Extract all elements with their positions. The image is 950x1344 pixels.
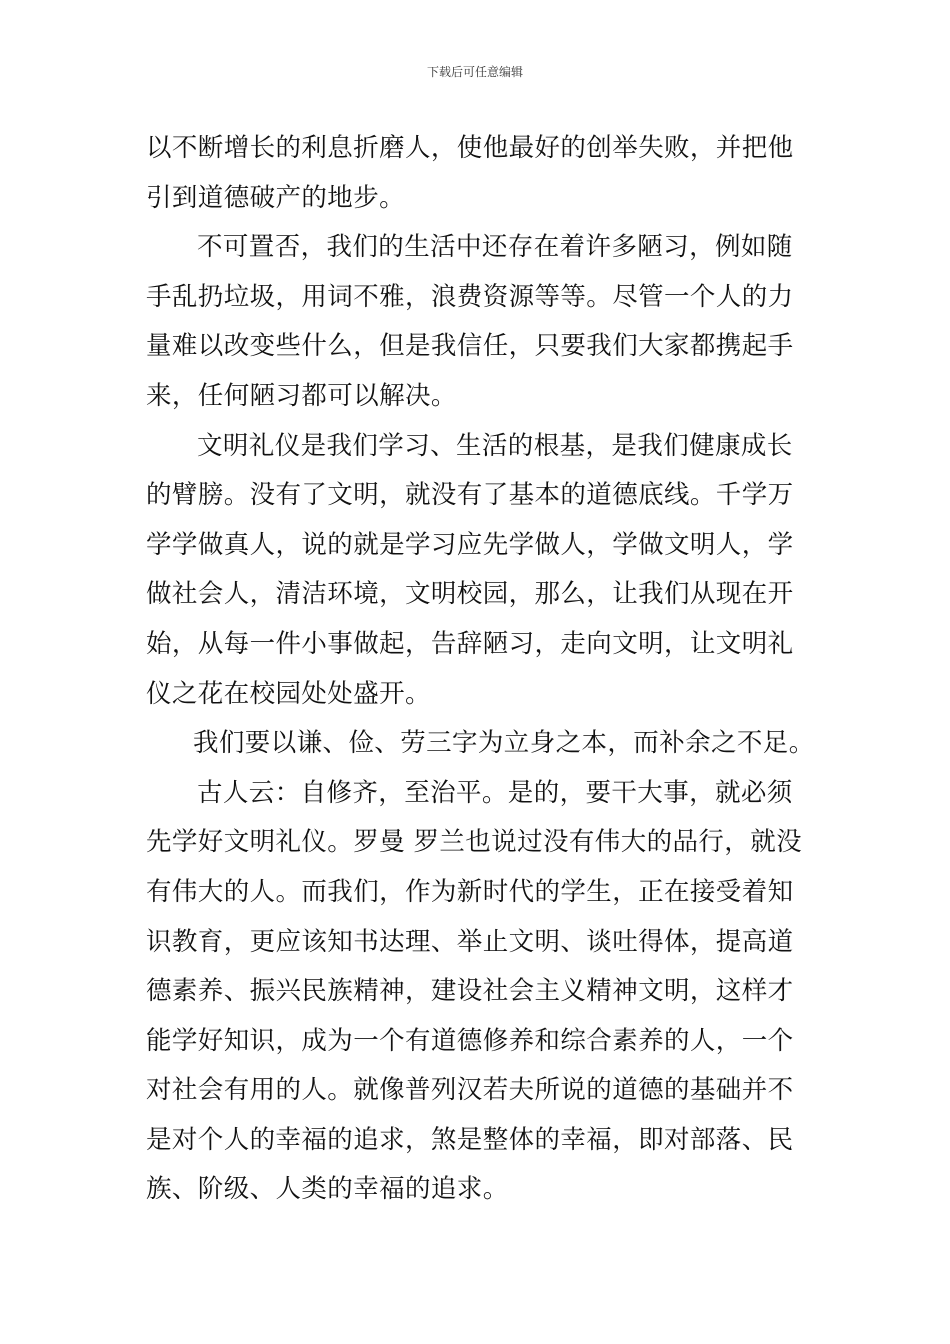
text-line: 始，从每一件小事做起，告辞陋习，走向文明，让文明礼 — [146, 628, 794, 659]
text-line: 的臂膀。没有了文明，就没有了基本的道德底线。千学万 — [146, 480, 794, 511]
text-line: 做社会人，清洁环境，文明校园，那么，让我们从现在开 — [146, 579, 794, 610]
text-line: 学学做真人，说的就是学习应先学做人，学做文明人，学 — [146, 529, 794, 560]
paragraph-3 — [146, 422, 808, 720]
text-line: 仪之花在校园处处盛开。 — [146, 678, 431, 709]
text-line: 手乱扔垃圾，用词不雅，浪费资源等等。尽管一个人的力 — [146, 281, 794, 312]
document-body — [146, 124, 815, 1215]
text-line: 识教育，更应该知书达理、举止文明、谈吐得体，提高道 — [146, 926, 794, 957]
text-line: 引到道德破产的地步。 — [146, 182, 406, 213]
text-line: 有伟大的人。而我们，作为新时代的学生，正在接受着知 — [146, 876, 794, 907]
paragraph-4 — [146, 719, 815, 769]
text-line: 不可置否，我们的生活中还存在着许多陋习，例如随 — [197, 232, 793, 263]
text-line: 能学好知识，成为一个有道德修养和综合素养的人，一个 — [146, 1025, 794, 1056]
text-line: 我们要以谦、俭、劳三字为立身之本，而补余之不足。 — [193, 728, 815, 759]
paragraph-5 — [146, 769, 808, 1215]
paragraph-1 — [146, 124, 808, 223]
paragraph-2 — [146, 223, 808, 421]
text-line: 量难以改变些什么，但是我信任，只要我们大家都携起手 — [146, 331, 794, 362]
text-line: 德素养、振兴民族精神，建设社会主义精神文明，这样才 — [146, 976, 794, 1007]
text-line: 文明礼仪是我们学习、生活的根基，是我们健康成长 — [197, 430, 793, 461]
text-line: 族、阶级、人类的幸福的追求。 — [146, 1174, 509, 1205]
page-header: 下载后可任意编辑 — [426, 65, 523, 79]
text-line: 对社会有用的人。就像普列汉若夫所说的道德的基础并不 — [146, 1075, 794, 1106]
text-line: 来，任何陋习都可以解决。 — [146, 380, 457, 411]
text-line: 古人云：自修齐，至治平。是的，要干大事，就必须 — [197, 777, 793, 808]
text-line: 先学好文明礼仪。罗曼 罗兰也说过没有伟大的品行，就没 — [146, 827, 803, 858]
text-line: 以不断增长的利息折磨人，使他最好的创举失败，并把他 — [146, 133, 794, 163]
text-line: 是对个人的幸福的追求，煞是整体的幸福，即对部落、民 — [146, 1124, 794, 1155]
